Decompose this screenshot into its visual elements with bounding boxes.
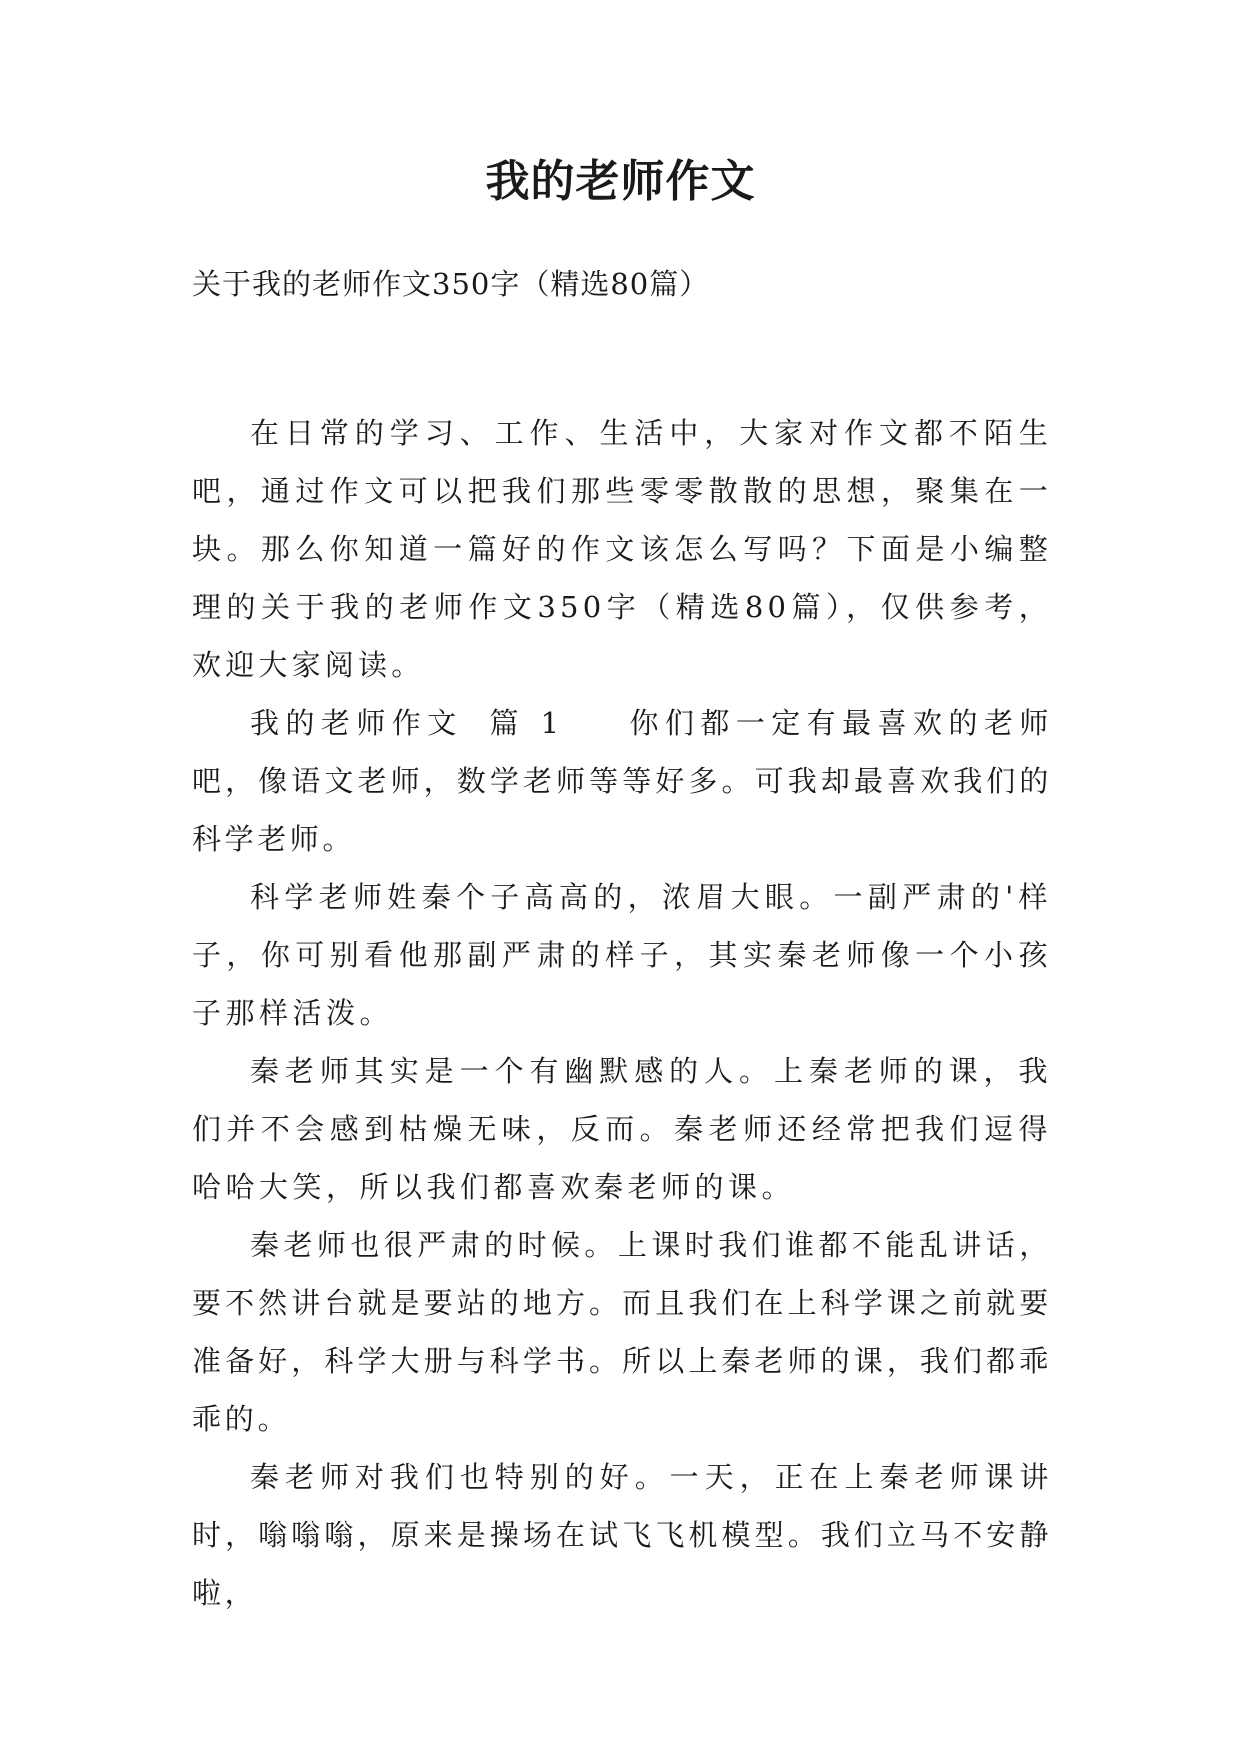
document-body (192, 404, 1052, 1622)
document-title: 我的老师作文 (485, 156, 756, 207)
section-heading: 我的老师作文 (250, 706, 463, 740)
body-paragraph: 秦老师也很严肃的时候。上课时我们谁都不能乱讲话，要不然讲台就是要站的地方。而且我们在上科学课之前就要准备好，科学大册与科学书。所以上秦老师的课，我们都乖乖的。 (192, 1228, 1052, 1436)
section-1-paragraph (192, 694, 1052, 868)
body-paragraph: 秦老师其实是一个有幽默感的人。上秦老师的课，我们并不会感到枯燥无味，反而。秦老师还经常把我们逗得哈哈大笑，所以我们都喜欢秦老师的课。 (192, 1054, 1052, 1204)
section-number: 篇 1 (486, 706, 563, 740)
body-paragraph: 科学老师姓秦个子高高的，浓眉大眼。一副严肃的'样子，你可别看他那副严肃的样子，其实秦老师像一个小孩子那样活泼。 (192, 880, 1052, 1030)
body-paragraph: 秦老师对我们也特别的好。一天，正在上秦老师课讲时，嗡嗡嗡，原来是操场在试飞飞机模型。我们立马不安静啦， (192, 1460, 1052, 1610)
section-text: 你们都一定有最喜欢的老师吧，像语文老师，数学老师等等好多。可我却最喜欢我们的科学老师。 (192, 706, 1052, 856)
intro-paragraph: 在日常的学习、工作、生活中，大家对作文都不陌生吧，通过作文可以把我们那些零零散散的思想，聚集在一块。那么你知道一篇好的作文该怎么写吗？下面是小编整理的关于我的老师作文350字（精选80篇），仅供参考，欢迎大家阅读。 (192, 416, 1052, 682)
document-subtitle: 关于我的老师作文350字（精选80篇） (192, 267, 710, 301)
